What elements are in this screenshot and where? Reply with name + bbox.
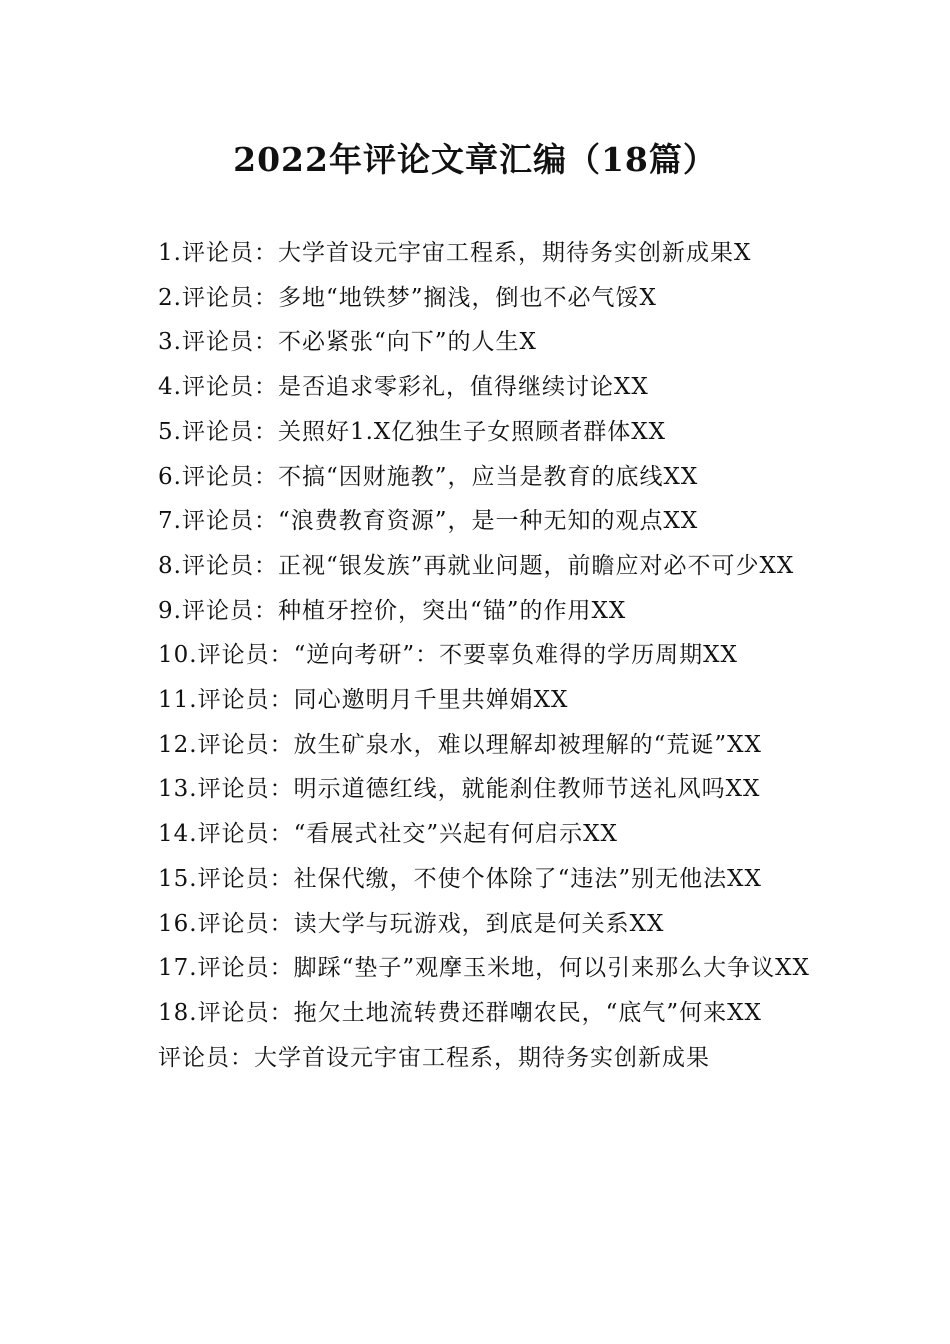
toc-item-9: 9.评论员：种植牙控价，突出“锚”的作用XX — [158, 597, 627, 624]
toc-item-4: 4.评论员：是否追求零彩礼，值得继续讨论XX — [158, 374, 649, 401]
first-article-heading: 评论员：大学首设元宇宙工程系，期待务实创新成果 — [158, 1044, 710, 1071]
toc-item-5: 5.评论员：关照好1.X亿独生子女照顾者群体XX — [158, 418, 667, 445]
toc-item-18: 18.评论员：拖欠土地流转费还群嘲农民，“底气”何来XX — [158, 999, 762, 1026]
toc-item-16: 16.评论员：读大学与玩游戏，到底是何关系XX — [158, 910, 665, 937]
toc-item-10: 10.评论员：“逆向考研”：不要辜负难得的学历周期XX — [158, 642, 738, 669]
toc-item-14: 14.评论员：“看展式社交”兴起有何启示XX — [158, 821, 618, 848]
toc-item-2: 2.评论员：多地“地铁梦”搁浅，倒也不必气馁X — [158, 284, 657, 311]
toc-item-11: 11.评论员：同心邀明月千里共婵娟XX — [158, 687, 569, 714]
toc-item-15: 15.评论员：社保代缴，不使个体除了“违法”别无他法XX — [158, 865, 762, 892]
toc-item-1: 1.评论员：大学首设元宇宙工程系，期待务实创新成果X — [158, 240, 752, 266]
toc-item-3: 3.评论员：不必紧张“向下”的人生X — [158, 329, 537, 356]
toc-item-13: 13.评论员：明示道德红线，就能刹住教师节送礼风吗XX — [158, 776, 761, 803]
toc-item-8: 8.评论员：正视“银发族”再就业问题，前瞻应对必不可少XX — [158, 552, 795, 579]
toc-item-17: 17.评论员：脚踩“垫子”观摩玉米地，何以引来那么大争议XX — [158, 955, 810, 982]
table-of-contents — [118, 231, 832, 1080]
toc-item-12: 12.评论员：放生矿泉水，难以理解却被理解的“荒诞”XX — [158, 731, 762, 758]
toc-item-7: 7.评论员：“浪费教育资源”，是一种无知的观点XX — [158, 508, 699, 535]
toc-item-6: 6.评论员：不搞“因财施教”，应当是教育的底线XX — [158, 463, 699, 490]
document-title: 2022年评论文章汇编（18篇） — [233, 140, 717, 179]
